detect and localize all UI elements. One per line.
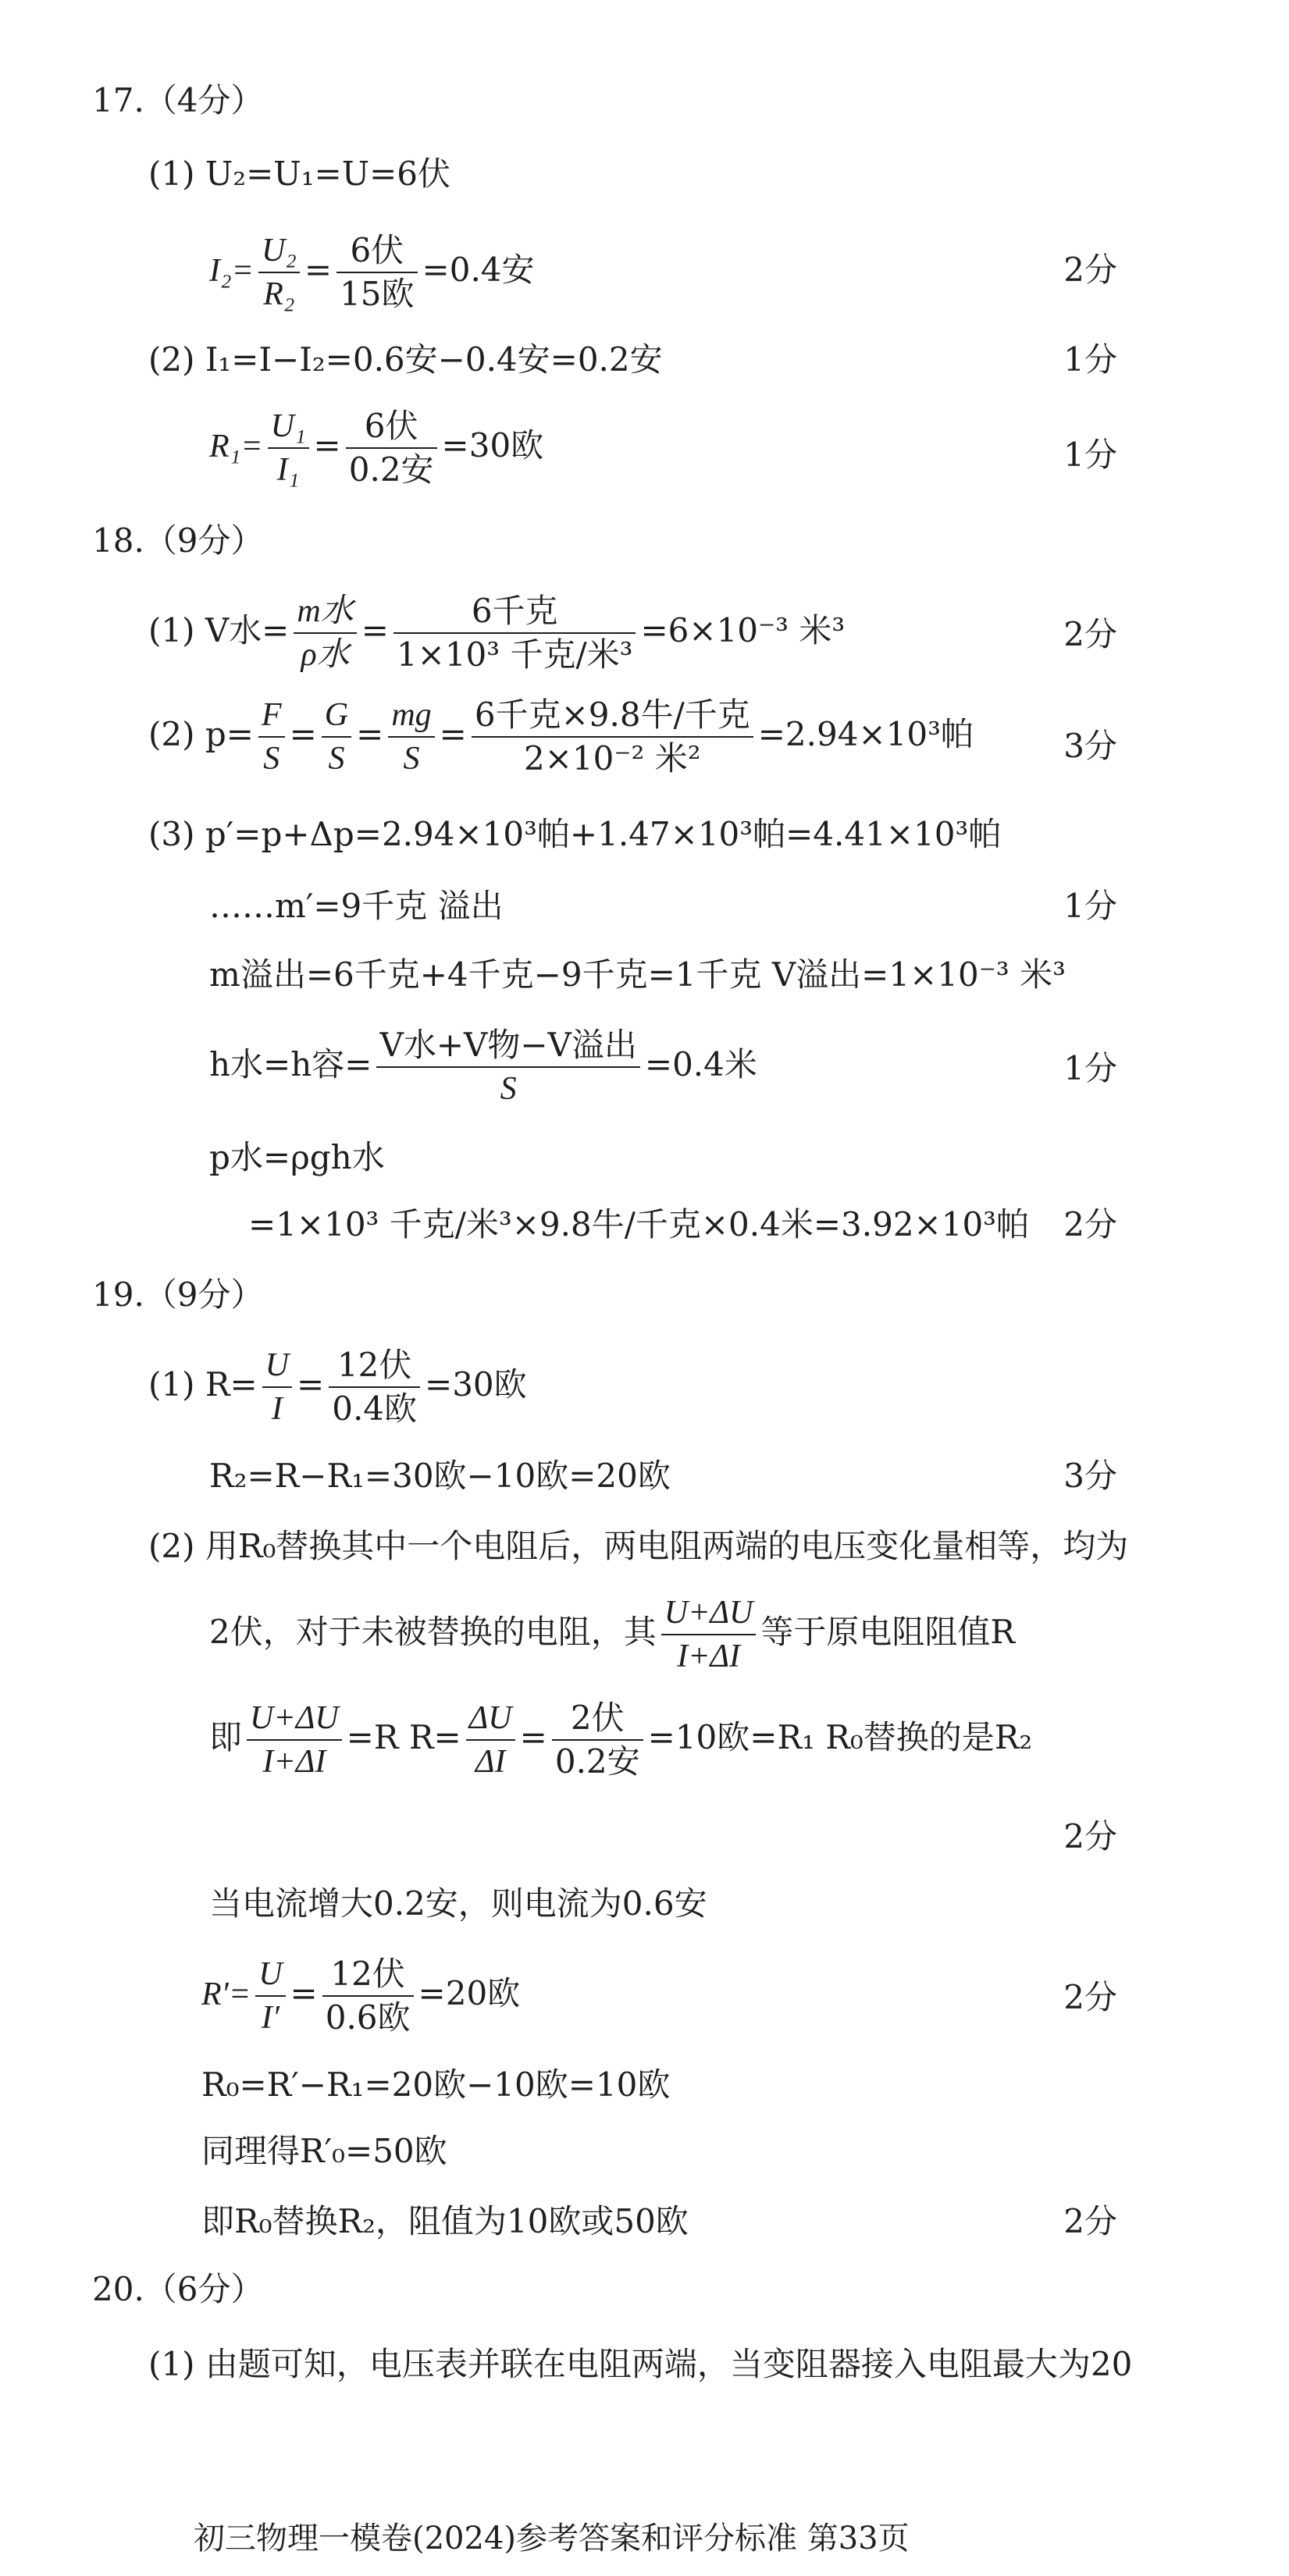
q18-l6-lhs: h水=h容= (209, 1045, 372, 1083)
q19-l7-f1-den: I′ (261, 2000, 280, 2036)
q19-l5-frac-1 (247, 1702, 342, 1778)
q18-l2-lhs: (2) p= (148, 715, 254, 753)
q17-l2-f1-den: R₂ (263, 276, 295, 312)
q19-l7-frac-2 (322, 1955, 414, 2037)
q19-line-8: R₀=R′−R₁=20欧−10欧=10欧 (201, 2065, 671, 2104)
q19-l5-f2-den: ΔI (475, 1744, 506, 1780)
q17-l2-f2-den: 15欧 (340, 275, 415, 313)
q19-l1-lhs: (1) R= (148, 1365, 258, 1404)
q17-l4-f2-num: 6伏 (346, 410, 437, 449)
q19-l5-f1-num: U+ΔU (247, 1702, 342, 1741)
q17-l4-frac-1 (268, 410, 309, 486)
q19-line-3: (2) 用R₀替换其中一个电阻后，两电阻两端的电压变化量相等，均为 (148, 1527, 1129, 1565)
q19-line-1: (1) R= $\frac{U}{I}$ = $\frac{\text{12伏}}{\text{0.4欧}}$ =30欧 (148, 1346, 527, 1428)
q19-line-5: 即 $\frac{U+\Delta U}{I+\Delta I}$ =R R= $\frac{\Delta U}{\Delta I}$ = $\frac{\text{2伏}}{\text{0.2安}}$ =10欧=R₁ R₀替换的是R₂ (209, 1699, 1033, 1781)
q19-l4-f-den: I+ΔI (677, 1638, 741, 1674)
q17-l2-lhs: I₂= (209, 253, 254, 289)
q19-l5-f2-num: ΔU (466, 1702, 515, 1741)
q17-line-3: (2) I₁=I−I₂=0.6安−0.4安=0.2安 (148, 340, 663, 379)
q19-header: 19.（9分） (92, 1276, 264, 1314)
q19-l5-frac-3 (552, 1699, 643, 1781)
q18-l6-frac (376, 1026, 639, 1107)
q18-l2-result: =2.94×10³帕 (757, 715, 974, 753)
q19-l7-score: 2分 (1063, 1978, 1117, 2016)
q18-l1-f2-num: 6千克 (393, 595, 636, 634)
q19-l2-score: 3分 (1063, 1457, 1117, 1495)
q19-l1-frac-2 (329, 1346, 420, 1428)
q17-l2-result: =0.4安 (422, 251, 535, 289)
q18-l1-score: 2分 (1063, 615, 1117, 653)
q18-l2-frac-2 (322, 699, 351, 775)
q19-l10-score: 2分 (1063, 2202, 1117, 2240)
q18-l1-f1-den: ρ水 (301, 637, 350, 673)
q19-l1-f1-num: U (262, 1349, 292, 1388)
q18-line-1: (1) V水= $\frac{\text{m水}}{\text{ρ水}}$ = $\frac{\text{6千克}}{\text{1×10³ 千克/米³}}$ =6×10⁻³ 米³ (148, 592, 846, 674)
q17-l4-f1-den: I₁ (276, 452, 300, 488)
q18-line-3: (3) p′=p+Δp=2.94×10³帕+1.47×10³帕=4.41×10³帕 (148, 815, 1002, 853)
q19-l7-f2-den: 0.6欧 (325, 1998, 411, 2037)
q17-header: 17.（4分） (92, 81, 264, 119)
q18-l6-f-den: S (500, 1071, 517, 1107)
q18-l6-result: =0.4米 (644, 1045, 757, 1083)
q19-l5-frac-2 (466, 1702, 515, 1778)
q18-l2-f4-den: 2×10⁻² 米² (524, 739, 701, 777)
q18-l2-f2-num: G (322, 699, 351, 738)
q17-line-2: I₂= $\frac{\text{U₂}}{\text{R₂}}$ = $\frac{\text{6伏}}{\text{15欧}}$ =0.4安 (209, 231, 535, 313)
q18-l2-f3-num: mg (388, 699, 434, 738)
q19-l1-f1-den: I (271, 1391, 283, 1427)
q17-l4-score: 1分 (1063, 436, 1117, 474)
page-footer: 初三物理一模卷(2024)参考答案和评分标准 第33页 (194, 2521, 910, 2556)
q17-l2-f2-num: 6伏 (336, 234, 417, 273)
q17-l4-f1-num: U₁ (268, 410, 309, 449)
q18-line-7: p水=ρgh水 (209, 1138, 385, 1176)
q19-line-2: R₂=R−R₁=30欧−10欧=20欧 (209, 1457, 671, 1495)
q19-l7-result: =20欧 (418, 1974, 521, 2012)
q19-l5-c: =10欧=R₁ R₀替换的是R₂ (647, 1718, 1033, 1756)
q19-l1-f2-num: 12伏 (329, 1349, 420, 1388)
q18-l2-score: 3分 (1063, 727, 1117, 765)
q18-line-8: =1×10³ 千克/米³×9.8牛/千克×0.4米=3.92×10³帕 (248, 1205, 1030, 1244)
q18-line-5: m溢出=6千克+4千克−9千克=1千克 V溢出=1×10⁻³ 米³ (209, 955, 1066, 994)
q18-l2-frac-3 (388, 699, 434, 775)
q18-l1-f2-den: 1×10³ 千克/米³ (396, 635, 633, 674)
q19-l1-f2-den: 0.4欧 (332, 1389, 418, 1428)
q18-l8-score: 2分 (1063, 1205, 1117, 1244)
q18-l2-frac-1 (258, 699, 285, 775)
q19-l5-a: 即 (209, 1718, 243, 1756)
q19-l1-result: =30欧 (425, 1365, 527, 1404)
q19-l4-b: 等于原电阻阻值R (760, 1613, 1016, 1651)
q18-l1-result: =6×10⁻³ 米³ (640, 611, 846, 649)
q17-l4-result: =30欧 (441, 426, 544, 464)
q18-l2-f2-den: S (328, 741, 345, 777)
q17-line-1: (1) U₂=U₁=U=6伏 (148, 155, 451, 193)
q18-l2-frac-4 (472, 696, 753, 777)
q18-l2-f1-num: F (258, 699, 285, 738)
q17-l2-frac-2 (336, 231, 417, 313)
q17-l4-f2-den: 0.2安 (348, 450, 434, 489)
q19-l7-f1-num: U (255, 1958, 285, 1997)
q19-l7-frac-1 (255, 1958, 285, 2034)
q17-l4-frac-2 (346, 407, 437, 489)
q18-line-6 (209, 1026, 757, 1107)
q18-l2-f3-den: S (403, 741, 420, 777)
q18-line-2: (2) p= $\frac{F}{S}$ = $\frac{G}{S}$ = $\frac{mg}{S}$ = $\frac{\text{6千克×9.8牛/千克}}{\text{2×10⁻² 米²}}$ =2.94×10³帕 (148, 696, 974, 777)
q17-l4-lhs: R₁= (209, 429, 263, 464)
q18-l1-f1-num: m水 (294, 595, 356, 634)
q18-header: 18.（9分） (92, 521, 264, 560)
q19-l5-f3-num: 2伏 (552, 1702, 643, 1741)
q19-line-4 (209, 1596, 1015, 1673)
q20-header: 20.（6分） (92, 2270, 264, 2308)
q18-l2-f4-num: 6千克×9.8牛/千克 (472, 699, 753, 738)
q18-l2-f1-den: S (263, 741, 280, 777)
q18-l4-score: 1分 (1063, 887, 1117, 925)
q20-line-1: (1) 由题可知，电压表并联在电阻两端，当变阻器接入电阻最大为20 (148, 2345, 1133, 2383)
q19-l5-f3-den: 0.2安 (554, 1742, 640, 1781)
q18-l6-f-num: V水+V物−V溢出 (376, 1029, 639, 1068)
q17-l2-score: 2分 (1063, 251, 1117, 289)
q18-l1-lhs: (1) V水= (148, 611, 290, 649)
q17-l2-f1-num: U₂ (258, 234, 300, 273)
q19-line-6: 当电流增大0.2安，则电流为0.6安 (209, 1884, 707, 1923)
q19-l7-f2-num: 12伏 (322, 1958, 414, 1997)
q19-l4-a: 2伏，对于未被替换的电阻，其 (209, 1613, 657, 1651)
q19-l7-lhs: R′= (201, 1976, 251, 2012)
q19-l1-frac-1 (262, 1349, 292, 1425)
q19-l5-b: =R R= (346, 1718, 461, 1756)
q18-l6-score: 1分 (1063, 1049, 1117, 1087)
q18-l1-frac-2 (393, 592, 636, 674)
q19-line-10: 即R₀替换R₂，阻值为10欧或50欧 (201, 2202, 689, 2240)
q19-line-9: 同理得R′₀=50欧 (201, 2132, 447, 2170)
q19-l5-f1-den: I+ΔI (262, 1744, 326, 1780)
q17-line-4: R₁= $\frac{\text{U₁}}{\text{I₁}}$ = $\frac{\text{6伏}}{\text{0.2安}}$ =30欧 (209, 407, 544, 489)
q17-l2-frac-1 (258, 234, 300, 311)
q18-line-4: ……m′=9千克 溢出 (209, 887, 504, 925)
q18-l1-frac-1 (294, 595, 356, 671)
q19-l4-frac (661, 1596, 757, 1673)
q19-line-7: R′= $\frac{U}{I'}$ = $\frac{\text{12伏}}{\text{0.6欧}}$ =20欧 (201, 1955, 521, 2037)
q19-l4-f-num: U+ΔU (661, 1596, 757, 1635)
q17-l3-score: 1分 (1063, 340, 1117, 379)
q19-l5-score: 2分 (1063, 1817, 1117, 1856)
